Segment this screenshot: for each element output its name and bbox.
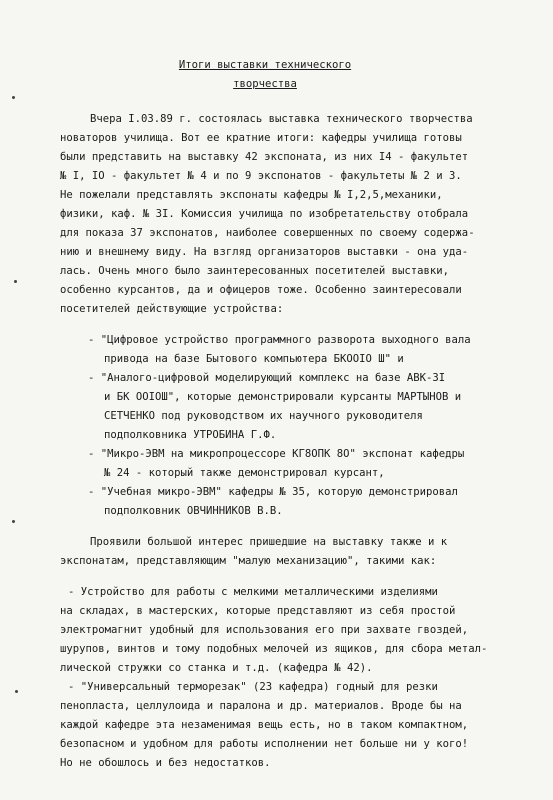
text-line: физики, каф. № 3I. Комиссия училища по изобретательству отобрала — [60, 208, 469, 220]
list-item-line: СЕТЧЕНКО под руководством их научного руководителя — [104, 410, 423, 422]
text-line: лической стружки со станка и т.д. (кафедра № 42). — [60, 662, 373, 674]
scan-speck — [12, 520, 15, 523]
text-line: на складах, в мастерских, которые представляют из себя простой — [60, 605, 456, 617]
list-item-line: подполковник ОВЧИННИКОВ В.В. — [104, 505, 283, 517]
text-line: пенопласта, целлулоида и паралона и др. материалов. Вроде бы на — [60, 700, 462, 712]
paragraph-2 — [60, 533, 530, 571]
text-line: каждой кафедре эта незаменимая вещь есть, но в таком компактном, — [60, 719, 469, 731]
text-line: Проявили большой интерес пришедшие на выставку также и к — [90, 536, 448, 548]
list-item — [60, 445, 530, 483]
list-item — [60, 369, 530, 445]
list-item-line: № 24 - который также демонстрировал курсант, — [104, 467, 385, 479]
list-item-first-line: - "Учебная микро-ЭВМ" кафедры № 35, которую демонстрировал — [88, 486, 458, 498]
text-line: новаторов училища. Вот ее кратние итоги: кафедры училища готовы — [60, 132, 462, 144]
text-line: особенно курсантов, да и офицеров тоже. Особенно заинтересовали — [60, 284, 462, 296]
paragraph-1 — [60, 110, 530, 319]
text-line: - "Универсальный терморезак" (23 кафедра) годный для резки — [68, 681, 438, 693]
list-item-line: привода на базе Бытового компьютера БКOOIO Ш" и — [104, 353, 404, 365]
text-line: - Устройство для работы с мелкими металлическими изделиями — [68, 586, 438, 598]
scan-speck — [12, 96, 15, 99]
text-line: № I, IO - факультет № 4 и по 9 экспонатов - факультеты № 2 и 3. — [60, 170, 462, 182]
paragraph-3 — [60, 583, 530, 773]
text-line: нию и внешнему виду. На взгляд организаторов выставки - она уда- — [60, 246, 469, 258]
text-line: были представить на выставку 42 экспоната, из них I4 - факультет — [60, 151, 469, 163]
list-item — [60, 483, 530, 521]
document-title — [150, 56, 380, 94]
list-item-first-line: - "Аналого-цифровой моделирующий комплекс на базе АВК-3I — [88, 372, 446, 384]
text-line: Вчера I.03.89 г. состоялась выставка технического творчества — [90, 113, 473, 125]
list-item-line: и БК OOIOШ", которые демонстрировали курсанты МАРТЫНОВ и — [104, 391, 462, 403]
list-item-first-line: - "Микро-ЭВМ на микропроцессоре КГ8ОПК 8О" экспонат кафедры — [88, 448, 465, 460]
text-line: безопасном и удобном для работы исполнении нет больше ни у кого! — [60, 738, 469, 750]
text-line: шурупов, винтов и тому подобных мелочей из ящиков, для сбора метал- — [60, 643, 488, 655]
text-line: для показа 37 экспонатов, наиболее совершенных по своему содержа- — [60, 227, 475, 239]
device-list — [60, 331, 530, 521]
scan-speck — [15, 690, 18, 693]
list-item-line: подполковника УТРОБИНА Г.Ф. — [104, 429, 277, 441]
title-line-1: Итоги выставки технического — [178, 59, 352, 71]
scan-speck — [14, 280, 17, 283]
text-line: электромагнит удобный для использования его при захвате гвоздей, — [60, 624, 469, 636]
text-line: лась. Очень много было заинтересованных посетителей выставки, — [60, 265, 450, 277]
text-line: Но не обошлось и без недостатков. — [60, 757, 271, 769]
title-line-2: творчества — [233, 78, 297, 90]
text-line: посетителей действующие устройства: — [60, 303, 284, 315]
text-line: экспонатам, представляющим "малую механизацию", такими как: — [60, 555, 437, 567]
list-item — [60, 331, 530, 369]
text-line: Не пожелали представлять экспонаты кафедры № I,2,5,механики, — [60, 189, 443, 201]
list-item-first-line: - "Цифровое устройство программного разворота выходного вала — [88, 334, 471, 346]
document-body — [60, 110, 530, 773]
